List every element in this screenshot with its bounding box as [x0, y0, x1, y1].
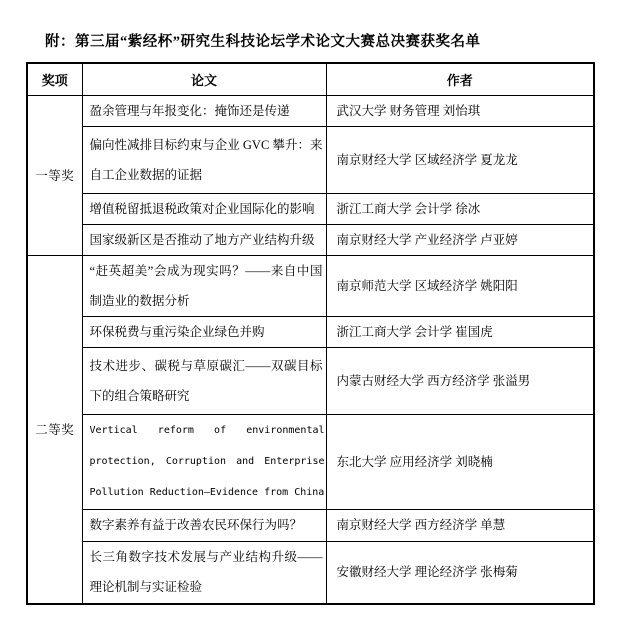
- award-cell-first-prize: 一等奖: [27, 95, 82, 255]
- author-cell: 浙江工商大学 会计学 崔国虎: [326, 316, 594, 347]
- paper-cell: 长三角数字技术发展与产业结构升级——理论机制与实证检验: [82, 541, 326, 604]
- table-row: [27, 95, 594, 126]
- table-row: [27, 541, 594, 604]
- paper-cell: 数字素养有益于改善农民环保行为吗？: [82, 509, 326, 541]
- paper-cell: 增值税留抵退税政策对企业国际化的影响: [82, 193, 326, 224]
- paper-cell: 偏向性减排目标约束与企业 GVC 攀升：来自工企业数据的证据: [82, 126, 326, 193]
- author-cell: 南京财经大学 区域经济学 夏龙龙: [326, 126, 594, 193]
- author-cell: 浙江工商大学 会计学 徐冰: [326, 193, 594, 224]
- table-row: [27, 414, 594, 509]
- author-cell: 内蒙古财经大学 西方经济学 张溢男: [326, 347, 594, 414]
- paper-cell: 国家级新区是否推动了地方产业结构升级: [82, 224, 326, 255]
- paper-cell: [82, 414, 326, 509]
- award-cell-second-prize: 二等奖: [27, 255, 82, 604]
- author-cell: 安徽财经大学 理论经济学 张梅菊: [326, 541, 594, 604]
- paper-cell: 盈余管理与年报变化：掩饰还是传递: [82, 95, 326, 126]
- table-row: [27, 224, 594, 255]
- author-cell: 武汉大学 财务管理 刘怡琪: [326, 95, 594, 126]
- author-cell: 南京财经大学 产业经济学 卢亚婷: [326, 224, 594, 255]
- table-row: [27, 255, 594, 316]
- paper-cell: 技术进步、碳税与草原碳汇——双碳目标下的组合策略研究: [82, 347, 326, 414]
- table-row: [27, 509, 594, 541]
- table-row: [27, 316, 594, 347]
- table-row: [27, 347, 594, 414]
- paper-cell: “赶英超美”会成为现实吗？——来自中国制造业的数据分析: [82, 255, 326, 316]
- english-paper-title: Vertical reform of environmental protection, Corruption and Enterprise Pollution Reduction—Evidence from China: [89, 425, 325, 498]
- col-header-award: 奖项: [27, 63, 82, 95]
- col-header-author: 作者: [326, 63, 594, 95]
- col-header-paper: 论文: [82, 63, 326, 95]
- page-title: 附：第三届“紫经杯”研究生科技论坛学术论文大赛总决赛获奖名单: [45, 34, 481, 50]
- paper-cell: 环保税费与重污染企业绿色并购: [82, 316, 326, 347]
- author-cell: 南京师范大学 区域经济学 姚阳阳: [326, 255, 594, 316]
- awards-table: [26, 62, 595, 605]
- author-cell: 南京财经大学 西方经济学 单慧: [326, 509, 594, 541]
- header-row: [27, 63, 594, 95]
- table-row: [27, 193, 594, 224]
- table-row: [27, 126, 594, 193]
- author-cell: 东北大学 应用经济学 刘晓楠: [326, 414, 594, 509]
